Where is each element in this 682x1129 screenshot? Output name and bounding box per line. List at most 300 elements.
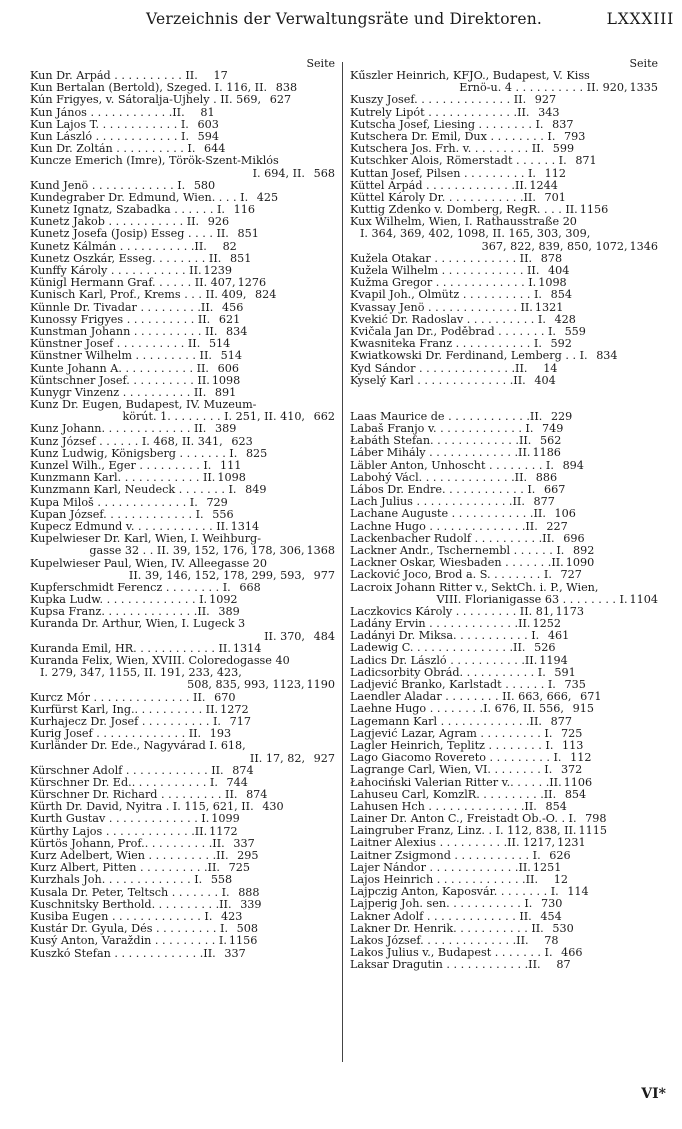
entry-text: Ladewig C. . . . . . . . . . . . . . .II. [350,642,526,655]
page-number: 1106 [563,776,593,789]
index-entry [30,399,335,423]
index-entry [30,423,335,435]
page-number: 423 [221,910,243,923]
entry-text: Lajos Heinrich . . . . . . . . . . . . .II. [350,874,539,886]
page-number: 1115 [578,825,607,838]
entry-line [30,253,335,265]
entry-line [30,850,335,862]
index-entry [30,850,335,862]
entry-text: Kunossy Frigyes . . . . . . . . . . II. [30,313,211,326]
entry-text: Künstner Wilhelm . . . . . . . . . II. [30,350,212,363]
entry-line [30,265,335,277]
index-entry [350,703,658,715]
index-entry [30,801,335,813]
page-number: 112 [570,752,592,765]
index-entry [30,253,335,265]
entry-text: Lagler Heinrich, Teplitz . . . . . . . . I. [350,739,554,752]
entry-line [30,228,335,240]
page-number: 81 [200,106,215,119]
entry-line [30,411,335,423]
page-number: 514 [220,350,242,363]
entry-text: 508, 835, 993, 1123, [187,678,305,692]
entry-text: Lakos József. . . . . . . . . . . . . .II. [350,934,529,947]
page-number: 851 [229,252,252,265]
page-number: 838 [275,82,298,95]
index-entry [350,618,658,630]
entry-text: Kunetz Kálmán . . . . . . . . . . .II. [30,240,207,253]
entry-text: Kunetz Josefa (Josip) Esseg . . . . II. [30,228,229,241]
page-number: 343 [538,106,560,119]
entry-text: Kurfürst Karl, Ing.. . . . . . . . . . II. [30,703,219,716]
index-entry [350,837,658,849]
entry-text: Kunz Johann. . . . . . . . . . . . . II. [30,423,207,436]
entry-line [30,716,335,728]
entry-text: Laingruber Franz, Linz. . I. 112, 838, II. [350,825,577,838]
index-entry [30,704,335,716]
entry-text: Kutschera Jos. Frh. v. . . . . . . . . II. [350,143,545,156]
entry-line [30,484,335,496]
page-number: 915 [572,703,594,716]
entry-line [30,582,335,594]
index-entry [30,326,335,338]
entry-text: Kundegraber Dr. Edmund, Wien. . . . I. [30,191,249,204]
entry-text: Kutrely Lipót . . . . . . . . . . . . .II. [350,106,530,119]
entry-text: Lackner Andr., Tschernembl . . . . . . I. [350,544,565,557]
entry-text: Kunetz Oszkár, Esseg. . . . . . . . II. [30,252,222,265]
index-entry [30,119,335,131]
entry-line [30,155,335,167]
entry-text: Kuranda Felix, Wien, XVIII. Coloredogasse 40 [30,655,290,667]
page-number: 854 [564,788,587,801]
entry-text: Laksar Dragutin . . . . . . . . . . . .II. [350,959,541,972]
entry-line [350,180,658,192]
page-number: 725 [228,862,250,875]
index-entry [30,180,335,192]
entry-text: Kun László . . . . . . . . . . . . I. [30,130,190,143]
entry-line [30,801,335,813]
entry-text: I. 364, 369, 402, 1098, II. 165, 303, 309, [360,227,591,241]
index-entry [350,435,658,447]
entry-line [30,448,335,460]
index-entry [30,204,335,216]
index-entry [30,948,335,960]
entry-text: Lago Giacomo Rovereto . . . . . . . . . I. [350,752,562,765]
page-number: 562 [539,435,562,448]
index-entry [350,496,658,508]
entry-text: Kutschker Alois, Römerstadt . . . . . . I. [350,155,567,168]
entry-line [30,277,335,289]
index-entry [350,898,658,910]
page-number: 854 [550,289,572,302]
entry-text: Ladány Ervin . . . . . . . . . . . . .II. [350,618,531,631]
index-entry [350,569,658,581]
entry-text: Laczkovics Károly . . . . . . . . . II. 81, [350,605,554,618]
page-number: 508 [236,923,259,936]
entry-line [350,630,658,642]
index-entry [350,691,658,703]
entry-line [350,606,658,618]
index-entry [30,740,335,764]
entry-text: Láber Mihály . . . . . . . . . . . . .II. [350,447,531,460]
entry-text: Kurcz Mór . . . . . . . . . . . . . . II. [30,691,206,704]
entry-text: Kupelwieser Paul, Wien, IV. Alleegasse 20 [30,557,267,570]
page-number: 1156 [228,935,258,948]
entry-line [350,642,658,654]
index-entry [350,557,658,569]
entry-line [30,948,335,960]
page-number: 886 [535,471,558,484]
entry-line [350,582,658,594]
index-entry [30,765,335,777]
index-entry [30,777,335,789]
entry-line [350,119,658,131]
entry-line [350,728,658,740]
entry-text: Lakos Julius v., Budapest . . . . . . . I. [350,947,553,960]
entry-text: Kužela Wilhelm . . . . . . . . . . . . II. [350,265,540,277]
page-number: 1092 [209,594,238,607]
entry-line [30,923,335,935]
page-number: 603 [197,118,219,131]
index-entry [350,533,658,545]
entry-line [30,594,335,606]
page-number: 428 [554,313,576,326]
index-entry [350,777,658,789]
index-entry [30,558,335,582]
page-number: 668 [239,581,261,594]
index-entry [350,947,658,959]
index-entry [30,375,335,387]
index-entry [350,825,658,837]
entry-line [30,826,335,838]
entry-text: Kux Wilhelm, Wien, I. Rathausstraße 20 [350,216,577,229]
entry-line [350,302,658,314]
page-number: 568 [313,166,335,180]
page-number: 977 [313,568,335,582]
index-entry [30,874,335,886]
page-number: 113 [562,739,584,752]
index-entry [350,460,658,472]
entry-text: Kunz József . . . . . . I. 468, II. 341, [30,435,223,448]
entry-text: Lakner Adolf . . . . . . . . . . . . . II. [350,910,532,923]
index-entry [350,801,658,813]
page-number: 1104 [629,592,658,606]
index-entry [350,314,658,326]
entry-line [30,216,335,228]
index-entry [350,959,658,971]
entry-text: Kupsa Franz. . . . . . . . . . . . . .II. [30,606,210,619]
entry-line [30,874,335,886]
entry-text: Labohý Václ. . . . . . . . . . . . . .II. [350,471,528,484]
entry-line [30,387,335,399]
index-entry [30,460,335,472]
index-entry [350,94,658,106]
entry-text: Kun Lajos T. . . . . . . . . . . . I. [30,118,189,131]
page-number: 871 [575,155,597,168]
page-number: 878 [540,252,563,265]
index-entry [30,436,335,448]
index-entry [30,484,335,496]
entry-line [30,935,335,947]
entry-text: Ladics Dr. László . . . . . . . . . . .II. [350,654,538,667]
entry-line [30,82,335,94]
entry-line [30,131,335,143]
index-entry [30,228,335,240]
index-entry [350,411,658,423]
page-number: 1272 [220,703,249,716]
index-entry [350,923,658,935]
entry-text: Kunffy Károly . . . . . . . . . . . II. [30,265,202,277]
entry-line [350,594,658,606]
index-entry [350,131,658,143]
entry-line [350,703,658,715]
index-entry [30,923,335,935]
index-entry [30,716,335,728]
entry-line [350,192,658,204]
index-entry [350,886,658,898]
page-number: 558 [210,874,233,887]
index-entry [30,94,335,106]
index-entry [30,789,335,801]
entry-text: Kvassay Jenö . . . . . . . . . . . . . II. [350,301,533,314]
page-number: 14 [543,362,558,375]
page-number: 894 [562,459,584,472]
entry-line [350,241,658,253]
page-number: 735 [564,679,586,691]
entry-line [350,423,658,435]
entry-line [30,570,335,582]
index-entry [350,180,658,192]
entry-text: Ladicsorbity Obrád. . . . . . . . . . . I. [350,666,546,679]
page-number: 877 [533,496,555,509]
page-number: 730 [540,898,563,911]
entry-text: Künigl Hermann Graf. . . . . . II. 407, [30,277,236,290]
page-number: 834 [226,325,248,338]
page-number: 626 [549,849,571,862]
entry-line [350,764,658,776]
entry-line [30,789,335,801]
entry-line [350,837,658,849]
index-entry [350,935,658,947]
entry-text: Ladányi Dr. Miksa. . . . . . . . . . . I. [350,630,540,643]
entry-text: Lainer Dr. Anton C., Freistadt Ob.-Ö. . I. [350,813,577,826]
entry-line [30,728,335,740]
entry-text: I. 694, II. [252,166,305,180]
page-number: 1314 [230,520,260,533]
entry-line [350,801,658,813]
entry-text: II. 39, 146, 152, 178, 299, 593, [128,568,305,582]
entry-text: Lajperig Joh. sen. . . . . . . . . . . I. [350,898,533,911]
page-number: 591 [554,666,576,679]
page-number-roman: LXXXIII [606,10,674,28]
entry-text: Kusý Anton, Varaždin . . . . . . . . . I. [30,935,227,948]
index-entry [350,302,658,314]
page-number: 888 [238,886,260,899]
index-entry [30,887,335,899]
entry-line [30,119,335,131]
entry-line [30,692,335,704]
page-number: 667 [543,484,566,496]
entry-text: Kwiatkowski Dr. Ferdinand, Lemberg . . I. [350,350,588,363]
page-number: 627 [269,94,292,107]
entry-line [350,862,658,874]
entry-line [350,777,658,789]
entry-line [30,521,335,533]
page-number: 1335 [629,81,658,95]
entry-text: Kun Dr. Árpád . . . . . . . . . . II. [30,70,198,82]
index-entry [30,241,335,253]
entry-line [350,472,658,484]
entry-text: Kunz Dr. Eugen, Budapest, IV. Muzeum- [30,399,257,412]
page-number: 744 [226,776,248,789]
index-entry [30,899,335,911]
entry-line [350,94,658,106]
index-entry [350,642,658,654]
page-number: 594 [197,130,220,143]
page-number: 1194 [539,654,568,667]
entry-text: Kuranda Emil, HR. . . . . . . . . . . . II. [30,642,231,655]
index-entry [350,265,658,277]
left-column [30,58,335,960]
entry-text: Łabáth Stefan. . . . . . . . . . . . .II. [350,435,532,448]
page-number: 1190 [306,678,335,692]
index-entry [350,740,658,752]
entry-text: Kunisch Karl, Prof., Krems . . . II. 409, [30,289,247,302]
index-entry [350,168,658,180]
entry-text: Kutscha Josef, Liesing . . . . . . . . I. [350,118,544,131]
entry-line [350,655,658,667]
entry-text: Kusiba Eugen . . . . . . . . . . . . . I. [30,910,213,923]
entry-text: Kurz Albert, Pitten . . . . . . . . . .II. [30,862,220,875]
index-entry [350,338,658,350]
entry-text: Lackenbacher Rudolf . . . . . . . . . .II. [350,532,555,545]
page-number: 526 [534,642,556,655]
index-entry [30,509,335,521]
entry-text: Laehne Hugo . . . . . . . .I. 676, II. 556, [350,703,564,716]
entry-line [30,862,335,874]
entry-line [350,82,658,94]
entry-line [350,277,658,289]
entry-text: Kuželа Otakar . . . . . . . . . . . . II. [350,252,533,265]
entry-line [350,460,658,472]
page-number: 1244 [529,179,558,192]
entry-line [350,484,658,496]
index-entry [30,143,335,155]
page-number: 1321 [534,301,564,314]
page-number: 454 [540,910,562,923]
page-number: 798 [585,813,607,826]
entry-line [350,314,658,326]
index-entry [350,582,658,606]
index-entry [350,119,658,131]
page-number: 834 [596,350,618,363]
entry-text: Laitner Zsigmond . . . . . . . . . . . I. [350,849,541,862]
entry-text: Kurth Gustav . . . . . . . . . . . . . I. [30,813,210,826]
index-entry [30,131,335,143]
entry-line [350,667,658,679]
page-number: 592 [550,338,572,351]
entry-line [30,643,335,655]
page-number: 701 [544,191,566,204]
index-entry [350,862,658,874]
entry-text: gasse 32 . . II. 39, 152, 176, 178, 306, [89,544,305,558]
index-entry [350,667,658,679]
page-number: 556 [212,508,234,521]
entry-line [30,740,335,752]
entry-text: Kunte Johann A. . . . . . . . . . . II. [30,362,209,375]
index-entry [30,448,335,460]
index-entry [350,911,658,923]
entry-text: Kürschner Adolf . . . . . . . . . . . . II. [30,764,224,777]
entry-text: Kuszy Josef. . . . . . . . . . . . . . II. [350,94,527,107]
index-entry [30,692,335,704]
index-entry [30,363,335,375]
entry-line [350,131,658,143]
page-number: 425 [256,191,279,204]
entry-text: I. 279, 347, 1155, II. 191, 233, 423, [40,666,242,680]
entry-text: Kurz Adelbert, Wien . . . . . . . . . .II. [30,850,229,862]
entry-line [350,740,658,752]
index-entry [350,192,658,204]
index-entry [30,216,335,228]
page-number: 877 [550,715,572,728]
entry-text: Laas Maurice de . . . . . . . . . . . .II. [350,410,543,423]
page-number: 82 [222,240,237,253]
entry-text: Kuttig Zdenko v. Domberg, RegR. . . . II. [350,204,578,217]
entry-text: Kürthy Lajos . . . . . . . . . . . . .II. [30,825,208,838]
entry-line [30,180,335,192]
page-number: 1172 [209,825,238,838]
entry-text: Laendler Aladar . . . . . . . . II. 663, 666, [350,691,572,704]
index-entry [30,521,335,533]
index-entry [30,302,335,314]
index-entry [350,484,658,496]
entry-text: Lagrange Carl, Wien, VI. . . . . . . . I. [350,764,553,777]
entry-line [30,423,335,435]
page-number: 892 [572,544,595,557]
entry-text: Kunetz Jakob . . . . . . . . . . . II. [30,216,200,229]
entry-line [350,923,658,935]
entry-line [350,338,658,350]
page-number: 337 [233,837,255,850]
index-entry [30,911,335,923]
entry-text: Küttel Árpád . . . . . . . . . . . . .II. [350,179,528,192]
entry-text: 367, 822, 839, 850, 1072, [481,239,628,253]
page-number: 17 [213,70,228,82]
entry-text: Lagjević Lazar, Agram . . . . . . . . . I. [350,727,553,740]
entry-text: Kvekić Dr. Radoslav . . . . . . . . . . I. [350,313,546,326]
entry-text: Kutschera Dr. Emil, Dux . . . . . . . . I. [350,130,556,143]
entry-line [350,679,658,691]
entry-text: Kűszler Heinrich, KFJO., Budapest, V. Kiss [350,70,590,82]
entry-text: Lach Julius . . . . . . . . . . . . . .II. [350,496,525,509]
entry-text: Lahuseu Carl, KomzlR. . . . . . . . . .II. [350,788,557,801]
entry-text: Kun Dr. Zoltán . . . . . . . . . . I. [30,143,196,156]
entry-line [30,363,335,375]
entry-line [30,302,335,314]
entry-line [30,94,335,106]
entry-text: Lackner Oskar, Wiesbaden . . . . . . .II. [350,557,564,570]
running-header [0,6,682,34]
entry-text: Kuschnitsky Berthold. . . . . . . . . .II. [30,898,232,911]
entry-line [30,765,335,777]
entry-line [350,253,658,265]
index-entry [350,363,658,375]
entries-list [350,70,658,972]
index-entry [350,521,658,533]
page-number: 662 [313,410,335,424]
page-number: 1098 [538,277,567,290]
entry-line [30,107,335,119]
